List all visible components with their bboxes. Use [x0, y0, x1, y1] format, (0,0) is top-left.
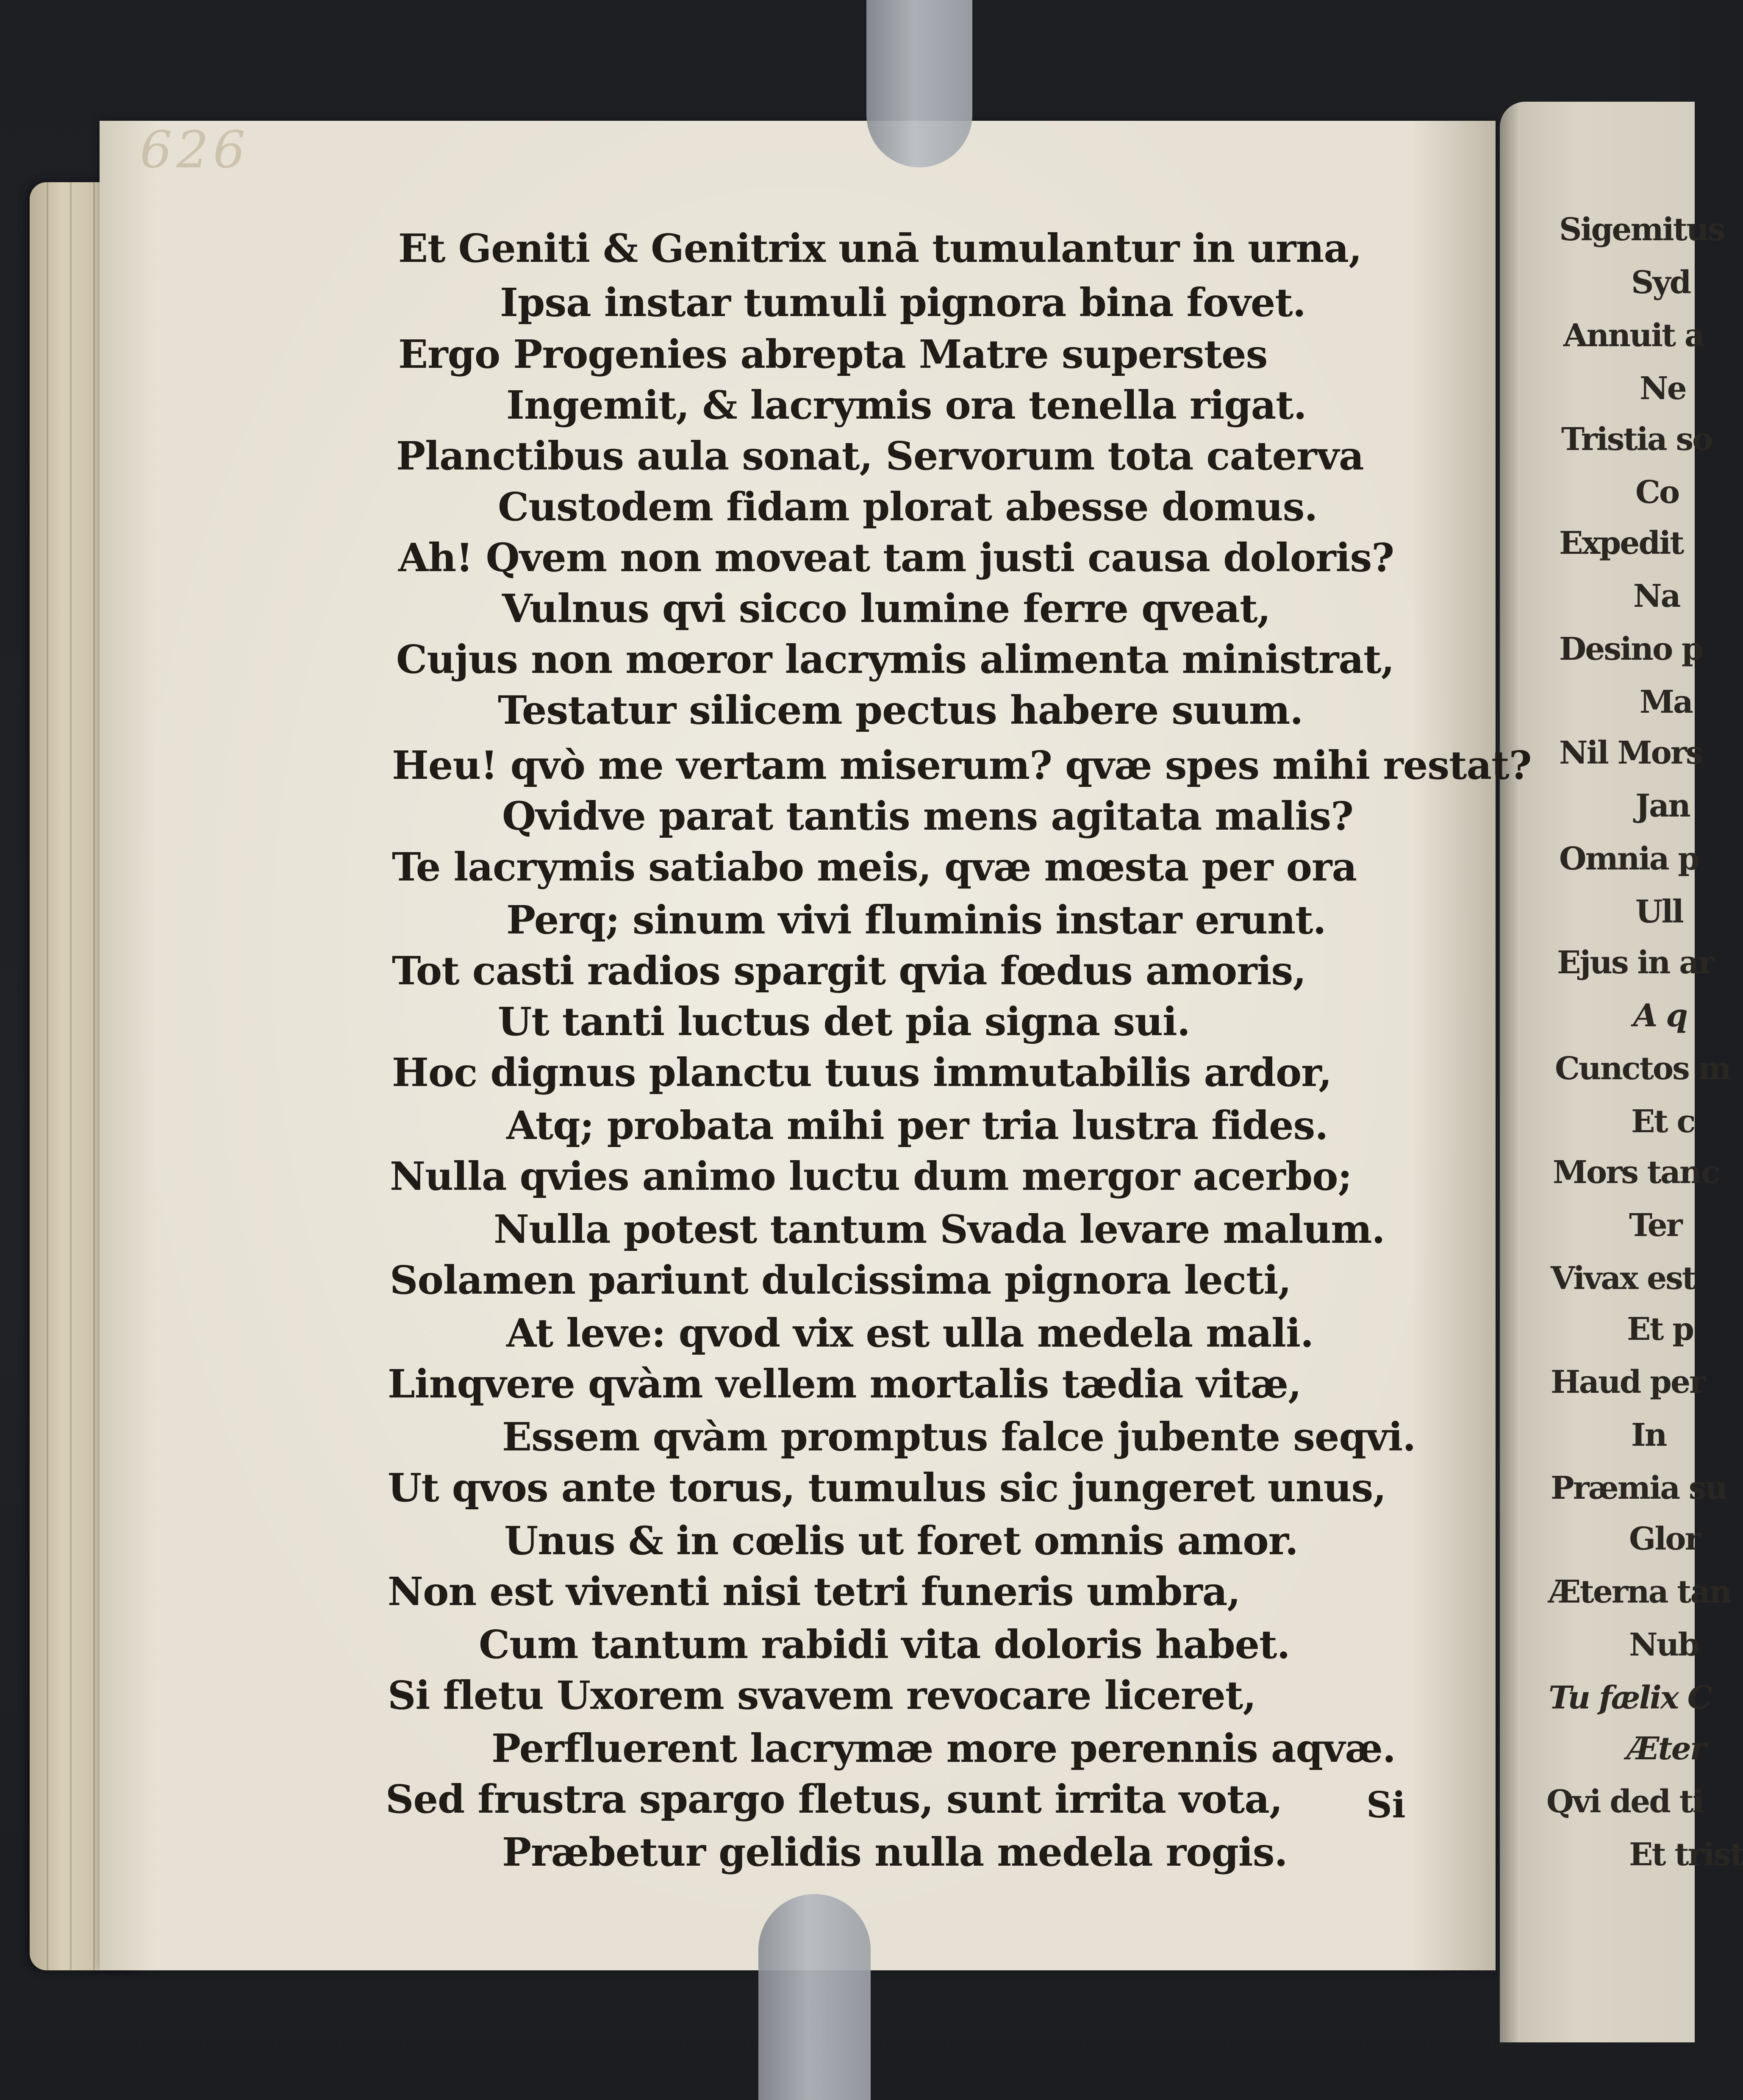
poem-line: Ut tanti luctus det pia signa sui. [498, 999, 1190, 1044]
poem-line: Non est viventi nisi tetri funeris umbra, [388, 1569, 1241, 1614]
facing-line: Desino p [1559, 631, 1702, 667]
poem-line: Testatur silicem pectus habere suum. [498, 687, 1303, 733]
facing-line: Haud per [1551, 1364, 1704, 1400]
facing-line: Tristia so [1561, 421, 1712, 458]
poem-line: Tot casti radios spargit qvia fœdus amoris, [392, 948, 1306, 994]
poem-line: Ergo Progenies abrepta Matre superstes [398, 331, 1268, 377]
facing-line: Ejus in ar [1557, 944, 1714, 981]
facing-line: Et c [1631, 1103, 1695, 1140]
facing-line: Qvi ded ti [1546, 1783, 1703, 1820]
book-clamp-top [866, 0, 972, 167]
poem-line: Nulla potest tantum Svada levare malum. [494, 1206, 1385, 1252]
poem-line: Ingemit, & lacrymis ora tenella rigat. [506, 382, 1307, 428]
facing-line: Et p [1627, 1311, 1693, 1347]
facing-line: Ma [1640, 684, 1692, 720]
facing-line: A q [1633, 997, 1687, 1034]
poem-line: Cujus non mœror lacrymis alimenta ministrat, [396, 636, 1394, 682]
facing-line: Syd [1631, 264, 1690, 301]
facing-page-text [1500, 102, 1743, 2042]
poem-line: Cum tantum rabidi vita doloris habet. [479, 1622, 1290, 1667]
facing-line: Ull [1635, 894, 1683, 930]
facing-line: Et trist [1629, 1836, 1743, 1873]
poem-line: Vulnus qvi sicco lumine ferre qveat, [502, 586, 1271, 631]
poem-line: Essem qvàm promptus falce jubente seqvi. [502, 1414, 1416, 1460]
facing-line: Mors tanc [1553, 1154, 1719, 1191]
poem-line: Et Geniti & Genitrix unā tumulantur in urna, [398, 225, 1362, 271]
poem-line: Heu! qvò me vertam miserum? qvæ spes mihi restat? [392, 742, 1532, 788]
facing-line: Annuit a [1563, 317, 1704, 354]
poem-line: Perq; sinum vivi fluminis instar erunt. [506, 897, 1326, 943]
facing-line: Æter [1627, 1731, 1705, 1767]
poem-line: Perfluerent lacrymæ more perennis aqvæ. [491, 1725, 1396, 1771]
facing-line: Præmia su [1551, 1470, 1727, 1506]
poem-line: Te lacrymis satiabo meis, qvæ mœsta per ora [392, 844, 1357, 890]
facing-line: Tu fælix C [1549, 1680, 1711, 1716]
poem-line: Sed frustra spargo fletus, sunt irrita vota, [386, 1776, 1282, 1822]
facing-line: Jan [1635, 788, 1690, 824]
facing-line: Cunctos m [1555, 1050, 1730, 1087]
facing-line: Sigemitus [1559, 211, 1724, 248]
poem-line: Solamen pariunt dulcissima pignora lecti, [390, 1257, 1291, 1303]
page-edge-line [70, 182, 72, 1970]
poem-line: Planctibus aula sonat, Servorum tota caterva [396, 433, 1364, 479]
poem-line: Ut qvos ante torus, tumulus sic jungeret unus, [388, 1465, 1386, 1511]
facing-line: Na [1633, 578, 1680, 614]
facing-line: Ne [1640, 370, 1686, 407]
facing-line: Nub [1629, 1627, 1699, 1663]
manuscript-page-note: 626 [140, 121, 250, 180]
page-edge-line [47, 182, 48, 1970]
facing-line: Omnia p [1559, 841, 1699, 877]
facing-line: Vivax est [1551, 1260, 1695, 1297]
poem-line: Linqvere qvàm vellem mortalis tædia vitæ, [388, 1361, 1302, 1407]
facing-line: Æterna tan [1549, 1574, 1731, 1610]
poem-line: Ipsa instar tumuli pignora bina fovet. [500, 280, 1306, 325]
poem-line: Qvidve parat tantis mens agitata malis? [502, 793, 1353, 839]
page-edge-line [93, 182, 95, 1970]
poem-line: Si fletu Uxorem svavem revocare liceret, [388, 1672, 1256, 1718]
poem-line: Nulla qvies animo luctu dum mergor acerbo; [390, 1153, 1352, 1199]
book-clamp-bottom [758, 1894, 871, 2100]
catchword: Si [1366, 1784, 1406, 1826]
poem-line: Custodem fidam plorat abesse domus. [498, 484, 1318, 530]
poem-line: Unus & in cœlis ut foret omnis amor. [504, 1518, 1298, 1564]
facing-line: In [1631, 1417, 1666, 1453]
poem-line: At leve: qvod vix est ulla medela mali. [506, 1310, 1314, 1356]
poem-line: Præbetur gelidis nulla medela rogis. [502, 1829, 1288, 1875]
poem-line: Atq; probata mihi per tria lustra fides. [506, 1103, 1328, 1148]
poem-line: Hoc dignus planctu tuus immutabilis ardor, [392, 1050, 1332, 1095]
facing-line: Expedit [1559, 525, 1683, 561]
facing-page [1500, 102, 1743, 2042]
poem-line: Ah! Qvem non moveat tam justi causa doloris? [398, 535, 1394, 581]
facing-line: Nil Mors [1559, 735, 1702, 771]
facing-line: Glor [1629, 1521, 1700, 1557]
facing-line: Ter [1629, 1207, 1682, 1244]
facing-line: Co [1635, 474, 1679, 511]
left-page [100, 121, 1496, 1970]
